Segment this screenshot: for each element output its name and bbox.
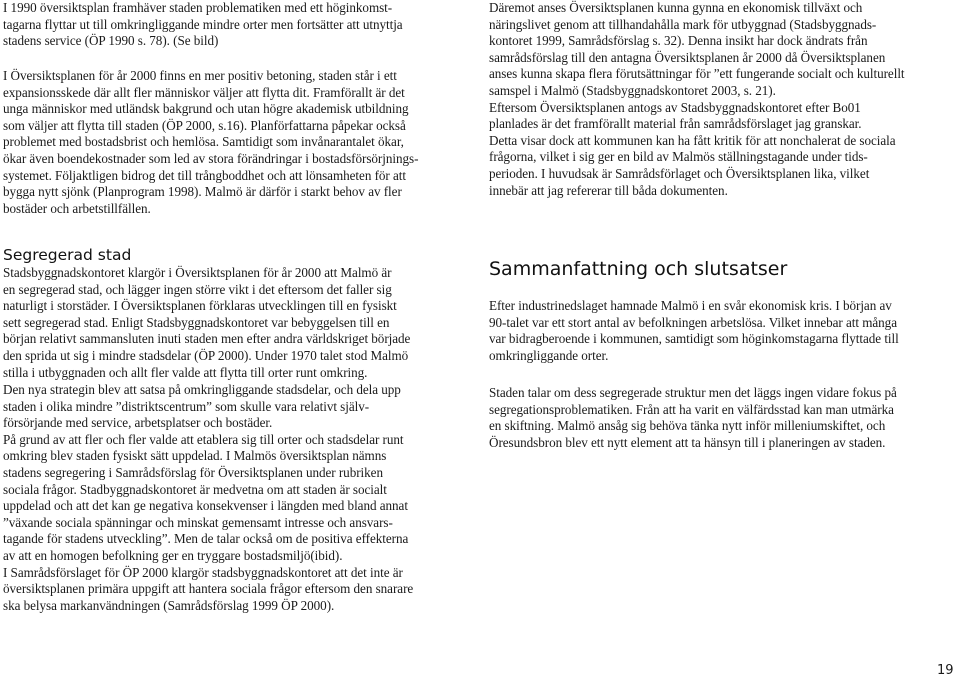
text-line: näringslivet genom att tillhandahålla mark för utbyggnad (Stadsbyggnads-: [489, 16, 877, 32]
expansion-paragraph: [3, 68, 418, 217]
text-line: början relativt sammansluten inuti staden men efter andra världskriget började: [3, 331, 411, 347]
text-line: innebär att jag refererar till båda dokumenten.: [489, 182, 728, 198]
text-line: planlades är det framförallt material från samrådsförslaget jag granskar.: [489, 116, 862, 132]
text-line: sett segregerad stad. Enligt Stadsbyggnadskontoret var bebyggelsen till en: [3, 314, 390, 330]
text-line: av att en homogen befolkning ger en tryggare bostadsmiljö(ibid).: [3, 547, 343, 563]
text-line: som väljer att flytta till staden (ÖP 2000, s.16). Planförfattarna påpekar också: [3, 117, 406, 133]
text-line: staden i olika mindre ”distriktscentrum” som skulle vara relativt själv-: [3, 398, 370, 414]
text-line: Stadsbyggnadskontoret klargör i Översiktsplanen för år 2000 att Malmö är: [3, 265, 392, 280]
text-line: uppdelad och att det kan ge negativa konsekvenser i längden med bland annat: [3, 498, 408, 514]
text-line: segregationsproblematiken. Från att ha varit en välfärdsstad kan man utmärka: [489, 401, 894, 417]
text-line: kontoret 1999, Samrådsförslag s. 32). Denna insikt har dock ändrats från: [489, 33, 868, 49]
text-line: I Översiktsplanen för år 2000 finns en mer positiv betoning, staden står i ett: [3, 68, 397, 83]
section-heading-sammanfattning: Sammanfattning och slutsatser: [489, 258, 788, 280]
section-heading-segregerad-stad: Segregerad stad: [3, 246, 132, 264]
text-line: Öresundsbron blev ett nytt element att ta hänsyn till i planeringen av staden.: [489, 434, 886, 450]
text-line: en skiftning. Malmö ansåg sig behöva tänka nytt inför milleniumskiftet, och: [489, 418, 886, 434]
text-line: ska belysa markanvändningen (Samrådsförslag 1999 ÖP 2000).: [3, 597, 335, 613]
text-line: 90-talet var ett stort antal av befolkningen arbetslösa. Vilket innebar att många: [489, 314, 897, 330]
text-line: omkring blev staden fysiskt sätt uppdelad. I Malmös översiktsplan nämns: [3, 448, 387, 464]
text-line: översiktsplanen primära uppgift att hantera sociala frågor eftersom den snarare: [3, 581, 414, 597]
strategy-paragraph: [3, 382, 413, 614]
text-line: bostäder och arbetstillfällen.: [3, 200, 151, 216]
page-number: 19: [937, 663, 954, 678]
text-line: Eftersom Översiktsplanen antogs av Stadsbyggnadskontoret efter Bo01: [489, 99, 861, 115]
text-line: var bidragberoende i kommunen, samtidigt som höginkomstagarna flyttade till: [489, 331, 899, 347]
text-line: Däremot anses Översiktsplanen kunna gynna en ekonomisk tillväxt och: [489, 0, 863, 15]
text-line: stilla i utbyggnaden och allt fler valde att flytta till orter runt omkring.: [3, 364, 368, 380]
text-line: expansionsskede där allt fler människor väljer att flytta dit. Framförallt är det: [3, 84, 405, 100]
text-line: problemet med bostadsbrist och hemlösa. Samtidigt som invånarantalet ökar,: [3, 134, 404, 150]
summary-paragraph-2: [489, 385, 897, 451]
intro-paragraph: [3, 0, 403, 50]
text-line: I 1990 översiktsplan framhäver staden problematiken med ett höginkomst-: [3, 0, 393, 15]
text-line: På grund av att fler och fler valde att etablera sig till orter och stadsdelar runt: [3, 431, 404, 447]
text-line: omkringliggande orter.: [489, 347, 609, 363]
economic-growth-paragraph: [489, 0, 905, 199]
text-line: Den nya strategin blev att satsa på omkringliggande stadsdelar, och dela upp: [3, 382, 401, 397]
text-line: tagande för stadens utveckling”. Men de talar också om de positiva effekterna: [3, 531, 409, 547]
text-line: den sprida ut sig i mindre stadsdelar (ÖP 2000). Under 1970 talet stod Malmö: [3, 347, 409, 363]
text-line: ”växande sociala spänningar och minskat gemensamt intresse och ansvars-: [3, 514, 393, 530]
text-line: en segregerad stad, och lägger ingen större vikt i det eftersom det faller sig: [3, 281, 392, 297]
text-line: tagarna flyttar ut till omkringliggande mindre orter men fortsätter att utnyttja: [3, 16, 403, 32]
text-line: stadens segregering i Samrådsförslag för Översiktsplanen under rubriken: [3, 464, 383, 480]
text-line: samrådsförslag till den antagna Översiktsplanen år 2000 då Översiktsplanen: [489, 49, 886, 65]
text-line: anses kunna skapa flera förutsättningar för ”ett fungerande socialt och kulturellt: [489, 66, 905, 82]
text-line: Efter industrinedslaget hamnade Malmö i en svår ekonomisk kris. I början av: [489, 298, 892, 313]
text-line: sociala frågor. Stadbyggnadskontoret är medvetna om att staden är socialt: [3, 481, 387, 497]
text-line: naturligt i storstäder. I Översiktsplanen förklaras utvecklingen till en fysiskt: [3, 298, 397, 314]
text-line: samspel i Malmö (Stadsbyggnadskontoret 2003, s. 21).: [489, 82, 776, 98]
text-line: Detta visar dock att kommunen kan ha fått kritik för att nonchalerat de sociala: [489, 132, 896, 148]
text-line: frågorna, vilket i sig ger en bild av Malmös ställningstagande under tids-: [489, 149, 868, 165]
text-line: ökar även boendekostnader som led av stora förändringar i bostadsförsörjnings-: [3, 150, 419, 166]
text-line: stadens service (ÖP 1990 s. 78). (Se bild): [3, 33, 219, 49]
text-line: I Samrådsförslaget för ÖP 2000 klargör stadsbyggnadskontoret att det inte är: [3, 564, 403, 580]
text-line: unga människor med utländsk bakgrund och utan högre akademisk utbildning: [3, 101, 409, 117]
summary-paragraph-1: [489, 298, 899, 364]
text-line: Staden talar om dess segregerade struktur men det läggs ingen vidare fokus på: [489, 385, 897, 400]
text-line: bygga nytt sjönk (Planprogram 1998). Malmö är därför i starkt behov av fler: [3, 184, 402, 200]
text-line: systemet. Följaktligen bidrog det till trångboddhet och att lönsamheten för att: [3, 167, 406, 183]
text-line: perioden. I huvudsak är Samrådsförlaget och Översiktsplanen lika, vilket: [489, 165, 870, 181]
text-line: försörjande med service, arbetsplatser och bostäder.: [3, 415, 273, 431]
segregated-city-paragraph: [3, 265, 410, 381]
